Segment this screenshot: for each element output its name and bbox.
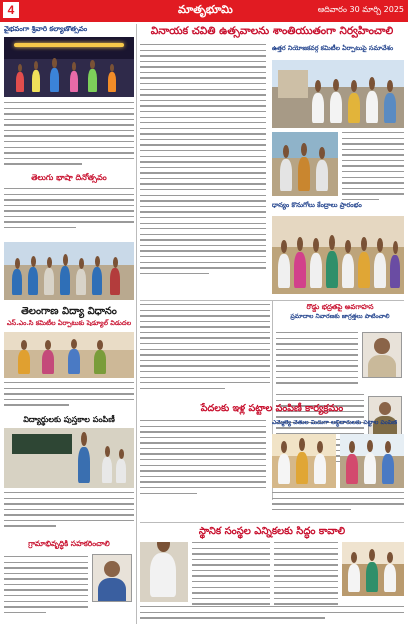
headline-villages: గ్రామాభివృద్ధికి సహకరించాలి bbox=[28, 539, 110, 548]
headline-police: రోడ్డు భద్రతపై అవగాహన bbox=[306, 304, 374, 311]
headline-paddy: ధాన్యం కొనుగోలు కేంద్రాలు ప్రారంభం bbox=[272, 201, 362, 209]
headline-police-sub: ప్రమాదాల నివారణకు జాగ్రత్తలు పాటించాలి bbox=[290, 312, 390, 320]
paddy-event-photo bbox=[272, 216, 404, 294]
article-text bbox=[4, 556, 88, 617]
article-text bbox=[4, 492, 134, 531]
article-text bbox=[192, 542, 270, 609]
section-rule bbox=[140, 522, 404, 523]
dateline: ఆదివారం 30 మార్చి 2025 bbox=[317, 5, 404, 14]
headline-minister: పేదలకు ఇళ్ల పట్టాల పంపిణీ కార్యక్రమం bbox=[200, 403, 344, 414]
article-text bbox=[272, 492, 404, 514]
headline-minister-sub: ఎమ్మెల్యే చేతుల మీదుగా లబ్ధిదారులకు పట్టాల పంపిణీ bbox=[272, 420, 398, 426]
main-lead-area bbox=[140, 44, 404, 300]
procession-photo bbox=[272, 132, 338, 196]
pattas-photo-2 bbox=[340, 434, 404, 488]
masthead bbox=[0, 0, 408, 22]
article-text bbox=[4, 102, 134, 169]
article-text bbox=[4, 188, 134, 233]
article-text bbox=[4, 382, 134, 410]
festival-photo bbox=[4, 37, 134, 97]
officer-portrait bbox=[362, 332, 402, 378]
minister-block bbox=[140, 420, 404, 520]
headline-kalyanotsavam: వైభవంగా శ్రీవారి కల్యాణోత్సవం bbox=[4, 26, 88, 33]
local-body-block bbox=[140, 542, 404, 626]
reporter-portrait bbox=[92, 554, 132, 602]
headline-schools: తెలంగాణ విద్యా విధానం bbox=[21, 306, 117, 317]
article-text bbox=[274, 542, 338, 609]
students-photo bbox=[4, 242, 134, 300]
page-number: 4 bbox=[3, 2, 19, 18]
meeting-photo bbox=[4, 332, 134, 378]
article-text bbox=[276, 332, 358, 388]
leader-photo bbox=[140, 542, 188, 602]
ward-meeting-photo bbox=[272, 60, 404, 128]
article-text bbox=[140, 606, 404, 623]
left-column bbox=[4, 26, 134, 626]
classroom-photo bbox=[4, 428, 134, 488]
section-rule bbox=[140, 300, 404, 301]
article-text bbox=[140, 44, 266, 278]
cadre-photo bbox=[342, 542, 404, 596]
headline-schools-sub: ఎస్.ఎం.సి కమిటీల ఏర్పాటుకు షెడ్యూల్ విడుదల bbox=[6, 319, 132, 327]
headline-sub-ward: ఉత్తర నియోజకవర్గ కమిటీల ఏర్పాటుపై సమావేశం bbox=[272, 45, 394, 52]
article-text bbox=[140, 420, 266, 498]
headline-main-lead: వినాయక చవితి ఉత్సవాలను శాంతియుతంగా నిర్వహించాలి bbox=[150, 25, 394, 37]
article-text bbox=[140, 304, 270, 393]
headline-telugu-bhasha: తెలుగు భాషా దినోత్సవం bbox=[31, 173, 107, 182]
article-text bbox=[342, 132, 404, 205]
newspaper-brand: మాతృభూమి bbox=[178, 3, 233, 16]
headline-local-body: స్థానిక సంస్థల ఎన్నికలకు సిద్ధం కావాలి bbox=[198, 526, 346, 537]
column-rule bbox=[136, 24, 137, 624]
pattas-photo-1 bbox=[272, 434, 336, 488]
headline-students: విద్యార్థులకు పుస్తకాల పంపిణీ bbox=[23, 415, 115, 424]
